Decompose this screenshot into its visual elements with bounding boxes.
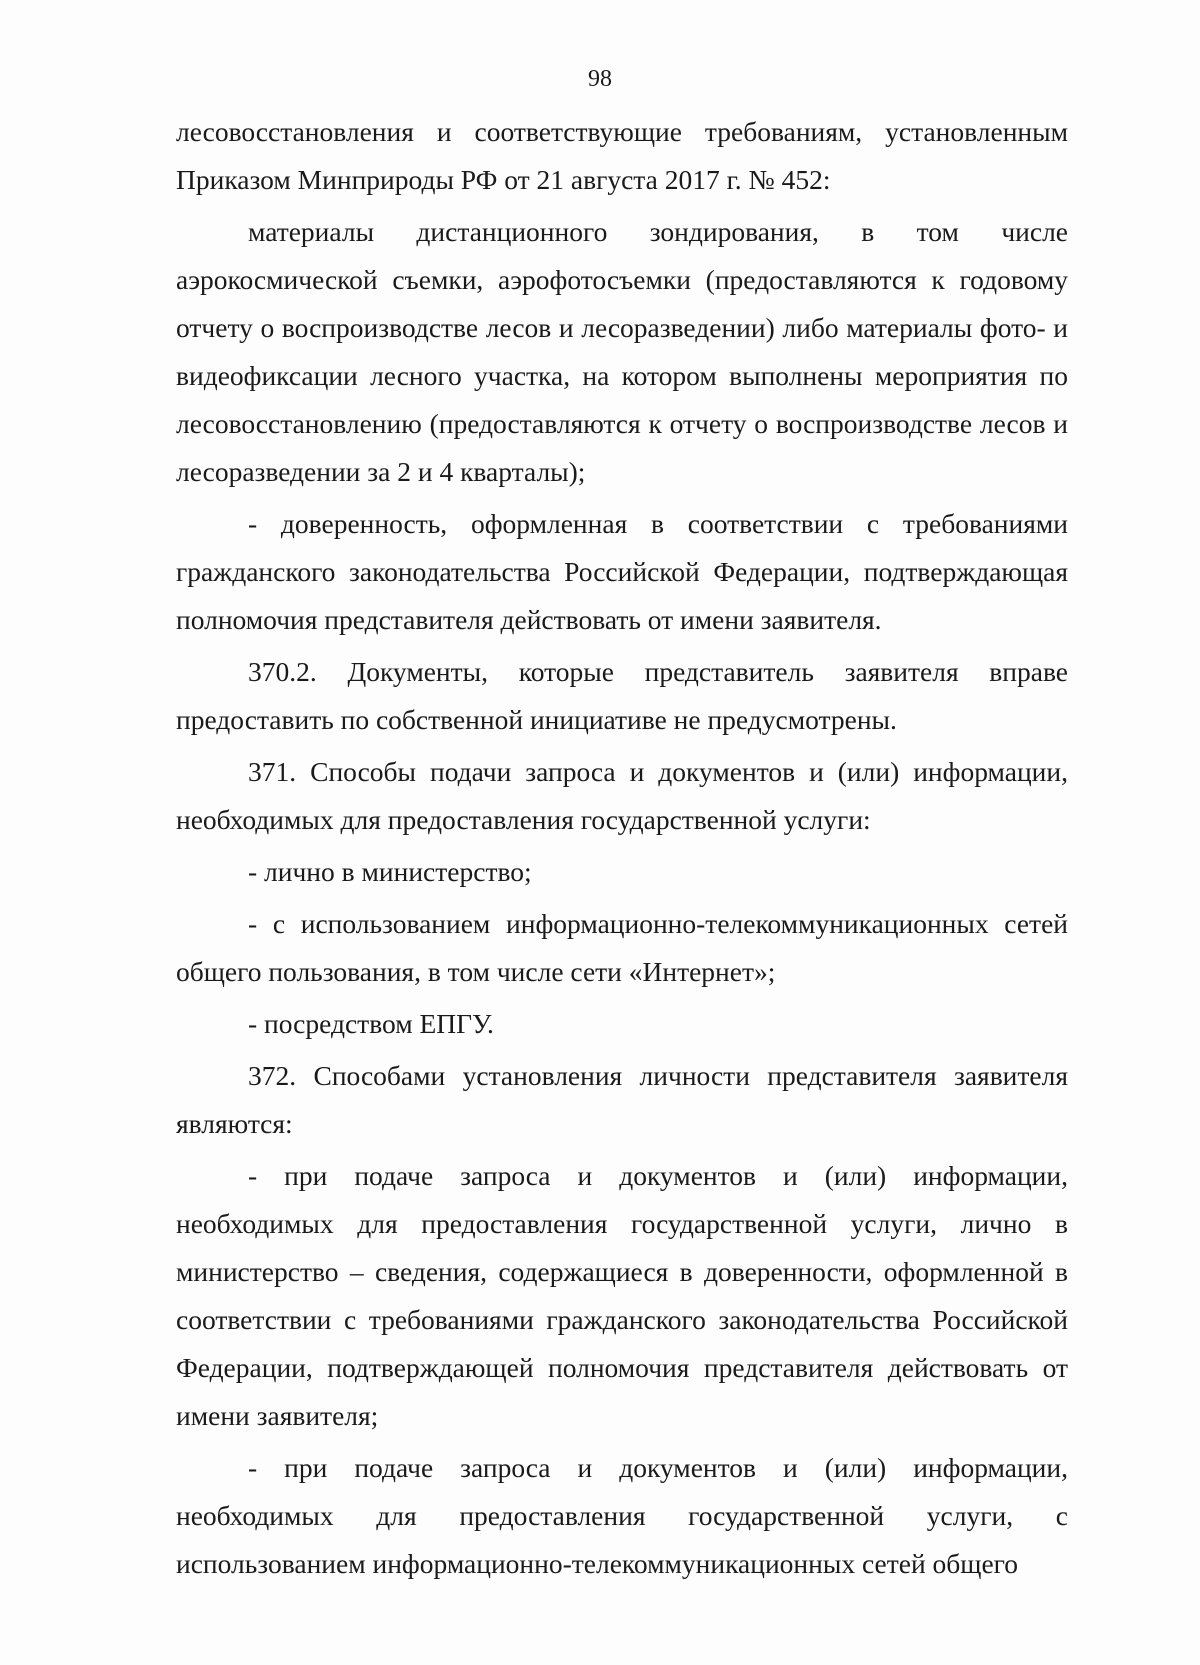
paragraph-remote-sensing-materials: материалы дистанционного зондирования, в том числе аэрокосмической съемки, аэрофотосъемки (предоставляются к годовому отчету о воспроизводстве лесов и лесоразведении) либо материалы фото- и видеофиксации лесного участка, на котором выполнены мероприятия по лесовосстановлению (предоставляются к отчету о воспроизводстве лесов и лесоразведении за 2 и 4 кварталы);: [176, 216, 1068, 487]
list-item-identity-in-person: - при подаче запроса и документов и (или) информации, необходимых для предоставления государственной услуги, лично в министерство – сведения, содержащиеся в доверенности, оформленной в соответствии с требованиями гражданского законодательства Российской Федерации, подтверждающей полномочия представителя действовать от имени заявителя;: [176, 1160, 1068, 1431]
list-item-internet: - с использованием информационно-телекоммуникационных сетей общего пользования, в том числе сети «Интернет»;: [176, 908, 1068, 987]
paragraph-power-of-attorney: - доверенность, оформленная в соответствии с требованиями гражданского законодательства Российской Федерации, подтверждающая полномочия представителя действовать от имени заявителя.: [176, 508, 1068, 635]
list-item-in-person: - лично в министерство;: [248, 856, 532, 887]
list-item-identity-networks: - при подаче запроса и документов и (или) информации, необходимых для предоставления государственной услуги, с использованием информационно-телекоммуникационных сетей общего: [176, 1452, 1068, 1579]
paragraph-continuation: лесовосстановления и соответствующие требованиям, установленным Приказом Минприроды РФ от 21 августа 2017 г. № 452:: [176, 116, 1068, 195]
paragraph-371: 371. Способы подачи запроса и документов и (или) информации, необходимых для предоставления государственной услуги:: [176, 756, 1068, 835]
paragraph-372: 372. Способами установления личности представителя заявителя являются:: [176, 1060, 1068, 1139]
document-body: [176, 108, 1068, 1592]
paragraph-370-2: 370.2. Документы, которые представитель заявителя вправе предоставить по собственной инициативе не предусмотрены.: [176, 656, 1068, 735]
list-item-epgu: - посредством ЕПГУ.: [248, 1008, 494, 1039]
page-number: 98: [588, 66, 612, 92]
